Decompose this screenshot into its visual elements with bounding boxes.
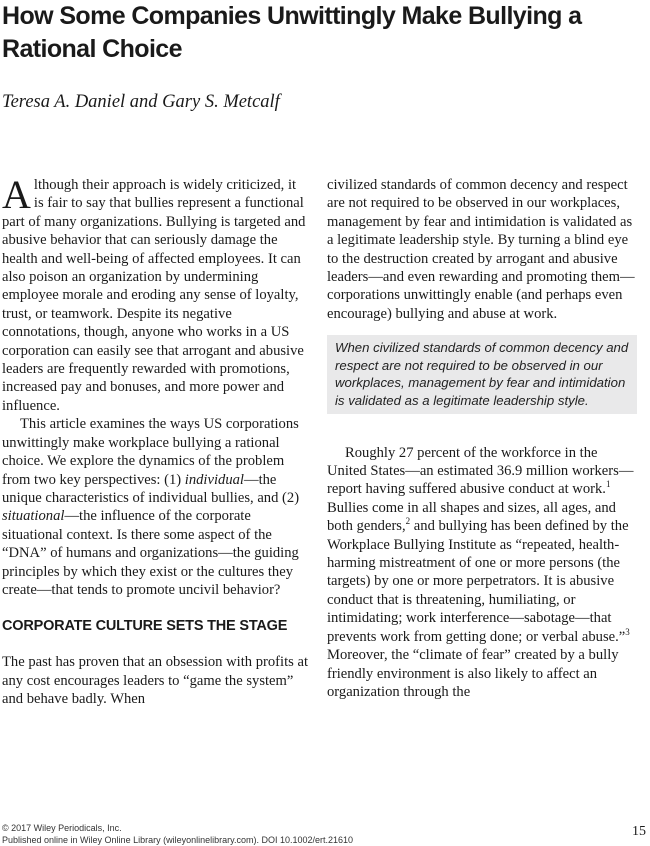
publication-line: Published online in Wiley Online Library (wileyonlinelibrary.com). DOI 10.1002/ert.21610 xyxy=(2,834,354,845)
section-heading: CORPORATE CULTURE SETS THE STAGE xyxy=(2,618,288,635)
emphasis-individual: individual xyxy=(184,471,244,488)
article-title: How Some Companies Unwittingly Make Bullying a Rational Choice xyxy=(2,2,582,63)
paragraph-text: Moreover, the “climate of fear” created by a bully friendly environment is also likely to affect an organization through the xyxy=(327,647,619,700)
continued-paragraph: civilized standards of common decency and respect are not required to be observed in our workplaces, management by fear and intimidation is validated as a legitimate leadership style. By turning a blind eye to the destruction created by arrogant and abusive leaders—and even rewarding and promoting them—corporations unwittingly enable (and perhaps even encourage) bullying and abuse at work. xyxy=(327,177,635,322)
pull-quote: When civilized standards of common decency and respect are not required to be observed in our workplaces, management by fear and intimidation is validated as a legitimate leadership style. xyxy=(327,335,637,413)
paragraph-text: —the unique characteristics of individual bullies, and (2) xyxy=(2,471,300,506)
footnote-ref-1: 1 xyxy=(605,479,611,490)
intro-paragraph xyxy=(2,172,308,415)
footnote-ref-3: 3 xyxy=(625,626,630,637)
paragraph-text: and bullying has been defined by the Workplace Bullying Institute as “repeated, health-harming mistreatment of one or more persons (the targets) by one or more perpetrators. It is abusive conduct that is threatening, humiliating, or intimidating; work interference—sabotage—that prevents work from getting done; or verbal abuse.” xyxy=(327,518,629,645)
copyright-line: © 2017 Wiley Periodicals, Inc. xyxy=(2,823,122,833)
statistics-paragraph xyxy=(327,444,637,702)
paragraph-text: Bullies come in all shapes and sizes, all ages, and both genders, xyxy=(327,499,616,535)
right-column xyxy=(327,176,637,701)
paragraph-text: —the influence of the corporate situational context. Is there some aspect of the “DNA” of humans and organizations—the guiding principles by which they exist or the cultures they create—that tends to promote uncivil behavior? xyxy=(2,508,299,598)
article-purpose-paragraph xyxy=(2,415,308,599)
emphasis-situational: situational xyxy=(2,508,65,525)
footnote-ref-2: 2 xyxy=(405,516,411,527)
paragraph-text: This article examines the ways US corporations unwittingly make workplace bullying a rational choice. We explore the dynamics of the problem from two key perspectives: (1) xyxy=(2,416,299,488)
paragraph-text: Roughly 27 percent of the workforce in the United States—an estimated 36.9 million workers—report having suffered abusive conduct at work. xyxy=(327,444,634,498)
page-footer xyxy=(2,823,353,846)
drop-cap: A xyxy=(2,172,31,217)
intro-paragraph-text: lthough their approach is widely criticized, it is fair to say that bullies represent a functional part of many organizations. Bullying is targeted and abusive behavior that can seriously damage the health and well-being of affected employees. It can also poison an organization by undermining employee morale and eroding any sense of loyalty, trust, or teamwork. Despite its negative connotations, though, anyone who works in a US corporation can easily see that arrogant and abusive leaders are frequently rewarded with promotions, increased pay and bonuses, and more power and influence. xyxy=(2,177,306,414)
section-paragraph: The past has proven that an obsession with profits at any cost encourages leaders to “game the system” and behave badly. When xyxy=(2,654,309,708)
left-column xyxy=(2,172,309,709)
page-number: 15 xyxy=(632,824,646,839)
article-authors: Teresa A. Daniel and Gary S. Metcalf xyxy=(2,92,280,112)
